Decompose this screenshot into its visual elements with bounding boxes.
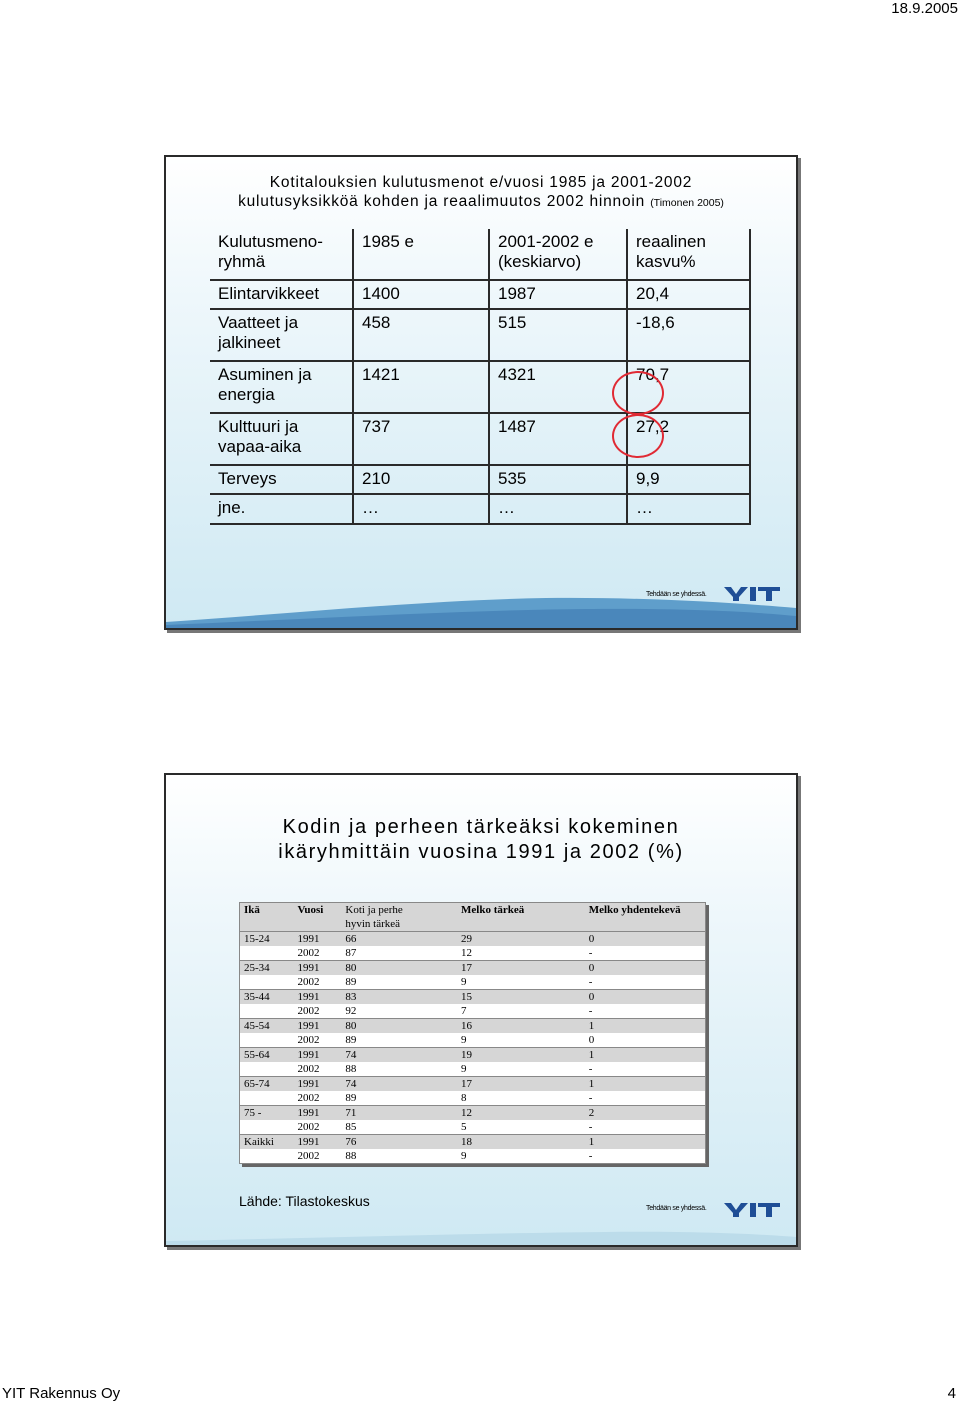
slide2-tagline: Tehdään se yhdessä.: [646, 1205, 707, 1212]
home-family-cell: 1991: [293, 1048, 341, 1063]
home-family-cell: -: [585, 1062, 706, 1077]
consumption-cell: 515: [489, 309, 627, 361]
home-family-cell: 12: [457, 946, 585, 961]
slide1-title-line2: [166, 192, 796, 213]
home-family-row: [240, 1091, 706, 1106]
consumption-cell: 535: [489, 465, 627, 494]
page-number: 4: [947, 1385, 956, 1402]
home-family-cell: 0: [585, 932, 706, 947]
home-family-cell: 89: [341, 1091, 457, 1106]
home-family-cell: 1991: [293, 961, 341, 976]
home-family-cell: 2002: [293, 975, 341, 990]
home-family-header-row: [240, 903, 706, 932]
consumption-cell: 210: [353, 465, 489, 494]
page-date: 18.9.2005: [891, 0, 958, 17]
home-family-cell: -: [585, 1149, 706, 1164]
home-family-row: [240, 1048, 706, 1063]
home-family-cell: 2002: [293, 1091, 341, 1106]
home-family-row: [240, 932, 706, 947]
home-family-cell: 89: [341, 1033, 457, 1048]
home-family-cell: 1991: [293, 1077, 341, 1092]
slide2-title-line1: Kodin ja perheen tärkeäksi kokeminen: [282, 816, 680, 838]
consumption-cell: 4321: [489, 361, 627, 413]
home-family-row: [240, 1077, 706, 1092]
consumption-row: [210, 309, 750, 361]
home-family-cell: 1: [585, 1135, 706, 1150]
age-group-cell: [240, 1091, 294, 1106]
home-family-cell: 18: [457, 1135, 585, 1150]
highlight-circle-asuminen: [612, 371, 664, 415]
home-family-cell: -: [585, 946, 706, 961]
home-family-cell: 2002: [293, 1004, 341, 1019]
slide-home-family-table: [164, 773, 798, 1247]
consumption-cell: 27,2: [627, 413, 750, 465]
consumption-table: [210, 229, 751, 525]
consumption-cell: 20,4: [627, 280, 750, 309]
home-family-row: [240, 1019, 706, 1034]
age-group-cell: 65-74: [240, 1077, 294, 1092]
age-group-cell: [240, 1004, 294, 1019]
home-family-cell: 1: [585, 1019, 706, 1034]
age-group-cell: [240, 946, 294, 961]
home-family-cell: 29: [457, 932, 585, 947]
home-family-cell: 88: [341, 1062, 457, 1077]
home-family-table: [239, 902, 706, 1164]
home-family-cell: 17: [457, 1077, 585, 1092]
home-family-cell: 92: [341, 1004, 457, 1019]
slide1-tagline: Tehdään se yhdessä.: [646, 591, 707, 598]
home-family-cell: 80: [341, 1019, 457, 1034]
home-family-cell: 8: [457, 1091, 585, 1106]
home-family-cell: 0: [585, 1033, 706, 1048]
home-family-row: [240, 1149, 706, 1164]
age-group-cell: [240, 1033, 294, 1048]
home-family-cell: 16: [457, 1019, 585, 1034]
home-family-cell: 19: [457, 1048, 585, 1063]
home-family-row: [240, 990, 706, 1005]
age-group-cell: [240, 1149, 294, 1164]
home-family-cell: 9: [457, 975, 585, 990]
consumption-cell: Vaatteet ja jalkineet: [210, 309, 353, 361]
home-family-cell: 9: [457, 1062, 585, 1077]
consumption-header-cell: 1985 e: [353, 229, 489, 280]
consumption-row: [210, 494, 750, 524]
consumption-cell: Asuminen ja energia: [210, 361, 353, 413]
home-family-row: [240, 961, 706, 976]
consumption-cell: 1421: [353, 361, 489, 413]
consumption-cell: …: [353, 494, 489, 524]
consumption-row: [210, 361, 750, 413]
home-family-cell: 74: [341, 1048, 457, 1063]
home-family-cell: 2002: [293, 1033, 341, 1048]
home-family-cell: 87: [341, 946, 457, 961]
consumption-cell: 1400: [353, 280, 489, 309]
home-family-header-cell: Ikä: [240, 903, 294, 932]
home-family-cell: 1: [585, 1048, 706, 1063]
home-family-row: [240, 1120, 706, 1135]
home-family-row: [240, 1062, 706, 1077]
highlight-circle-kulttuuri: [612, 414, 664, 458]
home-family-header-cell: Melko yhdentekevä: [585, 903, 706, 932]
slide1-title: [166, 173, 796, 213]
yit-logo: [722, 1201, 782, 1219]
home-family-cell: 17: [457, 961, 585, 976]
home-family-cell: 74: [341, 1077, 457, 1092]
home-family-cell: 9: [457, 1149, 585, 1164]
age-group-cell: 75 -: [240, 1106, 294, 1121]
consumption-row: [210, 280, 750, 309]
slide-consumption-table: [164, 155, 798, 630]
home-family-cell: 71: [341, 1106, 457, 1121]
home-family-row: [240, 1004, 706, 1019]
age-group-cell: 35-44: [240, 990, 294, 1005]
consumption-header-cell: reaalinen kasvu%: [627, 229, 750, 280]
age-group-cell: 45-54: [240, 1019, 294, 1034]
home-family-row: [240, 1033, 706, 1048]
slide1-title-source: (Timonen 2005): [650, 197, 724, 209]
slide2-title: [166, 815, 796, 865]
home-family-cell: 1991: [293, 1019, 341, 1034]
age-group-cell: 25-34: [240, 961, 294, 976]
consumption-cell: Kulttuuri ja vapaa-aika: [210, 413, 353, 465]
yit-logo: [722, 585, 782, 603]
slide1-title-line1: Kotitalouksien kulutusmenot e/vuosi 1985 ja 2001-2002: [269, 174, 693, 191]
consumption-cell: Elintarvikkeet: [210, 280, 353, 309]
home-family-cell: 2002: [293, 946, 341, 961]
consumption-cell: Terveys: [210, 465, 353, 494]
consumption-cell: 9,9: [627, 465, 750, 494]
home-family-cell: 83: [341, 990, 457, 1005]
home-family-cell: 0: [585, 961, 706, 976]
home-family-header-cell: Melko tärkeä: [457, 903, 585, 932]
home-family-cell: 66: [341, 932, 457, 947]
consumption-cell: 70,7: [627, 361, 750, 413]
home-family-header-cell: Vuosi: [293, 903, 341, 932]
home-family-cell: 85: [341, 1120, 457, 1135]
consumption-cell: -18,6: [627, 309, 750, 361]
consumption-cell: …: [489, 494, 627, 524]
home-family-cell: 2002: [293, 1120, 341, 1135]
consumption-cell: jne.: [210, 494, 353, 524]
consumption-header-cell: 2001-2002 e (keskiarvo): [489, 229, 627, 280]
age-group-cell: 55-64: [240, 1048, 294, 1063]
age-group-cell: [240, 1062, 294, 1077]
home-family-row: [240, 1106, 706, 1121]
slide1-title-line2-text: kulutusyksikköä kohden ja reaalimuutos 2002 hinnoin: [238, 193, 646, 210]
slide2-source: Lähde: Tilastokeskus: [239, 1193, 370, 1209]
home-family-cell: 1991: [293, 932, 341, 947]
home-family-cell: 89: [341, 975, 457, 990]
consumption-cell: 1487: [489, 413, 627, 465]
home-family-cell: 5: [457, 1120, 585, 1135]
consumption-cell: 1987: [489, 280, 627, 309]
consumption-row: [210, 413, 750, 465]
age-group-cell: 15-24: [240, 932, 294, 947]
home-family-cell: 1991: [293, 1106, 341, 1121]
home-family-cell: -: [585, 1120, 706, 1135]
home-family-cell: 9: [457, 1033, 585, 1048]
consumption-header-cell: Kulutusmeno- ryhmä: [210, 229, 353, 280]
home-family-row: [240, 946, 706, 961]
home-family-cell: 0: [585, 990, 706, 1005]
home-family-cell: -: [585, 975, 706, 990]
slide2-title-line2: ikäryhmittäin vuosina 1991 ja 2002 (%): [278, 841, 684, 863]
home-family-cell: -: [585, 1004, 706, 1019]
home-family-cell: -: [585, 1091, 706, 1106]
home-family-cell: 2002: [293, 1062, 341, 1077]
footer-company: YIT Rakennus Oy: [2, 1385, 121, 1402]
home-family-cell: 2002: [293, 1149, 341, 1164]
home-family-cell: 2: [585, 1106, 706, 1121]
home-family-cell: 15: [457, 990, 585, 1005]
age-group-cell: [240, 975, 294, 990]
age-group-cell: [240, 1120, 294, 1135]
home-family-cell: 12: [457, 1106, 585, 1121]
age-group-cell: Kaikki: [240, 1135, 294, 1150]
home-family-row: [240, 975, 706, 990]
consumption-cell: 458: [353, 309, 489, 361]
consumption-cell: …: [627, 494, 750, 524]
home-family-row: [240, 1135, 706, 1150]
home-family-cell: 76: [341, 1135, 457, 1150]
consumption-cell: 737: [353, 413, 489, 465]
home-family-header-cell: Koti ja perhe hyvin tärkeä: [341, 903, 457, 932]
consumption-header-row: [210, 229, 750, 280]
home-family-cell: 1991: [293, 1135, 341, 1150]
home-family-cell: 1991: [293, 990, 341, 1005]
home-family-cell: 7: [457, 1004, 585, 1019]
home-family-cell: 1: [585, 1077, 706, 1092]
home-family-cell: 80: [341, 961, 457, 976]
consumption-row: [210, 465, 750, 494]
home-family-cell: 88: [341, 1149, 457, 1164]
